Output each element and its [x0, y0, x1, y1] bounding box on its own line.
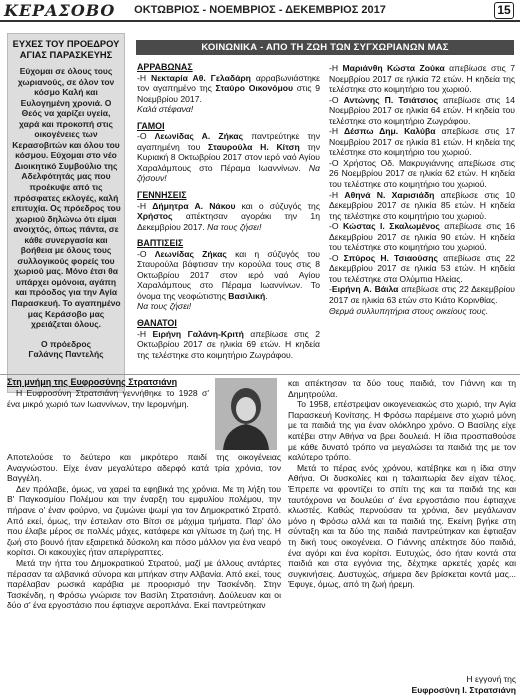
section-divider: [0, 374, 520, 375]
greeting-title: ΕΥΧΕΣ ΤΟΥ ΠΡΟΕΔΡΟΥ ΑΓΙΑΣ ΠΑΡΑΣΚΕΥΗΣ: [12, 39, 120, 60]
death-item: -Ειρήνη Α. Βάιλα απεβίωσε στις 22 Δεκεμβρίου 2017 σε ηλικία 63 ετών στο Κιάτο Κορινθίας.: [329, 284, 515, 306]
masthead: ΚΕΡΑΣΟΒΟ: [4, 1, 116, 20]
death-item: -Ο Χρήστος Οδ. Μακρυγιάννης απεβίωσε στις 26 Νοεμβρίου 2017 σε ηλικία 62 ετών. Η κηδεία του τελέστηκε στο κοιμητήριο του χωριού.: [329, 157, 515, 190]
engagements-heading: ΑΡΡΑΒΩΝΑΣ: [137, 62, 193, 72]
greeting-sign-name: Γαλάνης Παντελής: [28, 349, 104, 360]
section-banner: ΚΟΙΝΩΝΙΚΑ - ΑΠΟ ΤΗ ΖΩΗ ΤΩΝ ΣΥΓΧΩΡΙΑΝΩΝ ΜΑΣ: [136, 40, 514, 55]
greeting-body: Εύχομαι σε όλους τους χωριανούς, σε όλον τον κόσμο Καλή και Ευλογημένη χρονιά. Ο Θεός να χαρίζει υγεία, χαρά και προκοπή στις οικογένειες των Κερασοβιτών και όλου του κόσμου. Εύχομαι στο νέο Διοικητικό Συμβούλιο της Αδελφότητάς μας που προέκυψε από τις πρόσφατες εκλογές, καλή επιτυχία. Ος πρόεδρος του χωριού δηλώνω ότι είμαι ανοιχτός, όπως πάντα, σε κάθε συνεργασία και βοήθεια με όλους τους συλλογικούς φορείς του χωριού μας. Μόνο έτσι θα υπάρχει ομόνοια, αγάπη και πρόοδος για την Αγία Παρασκευή. Το αγαπημένο μας Κεράσοβο μας χρειάζεται όλους.: [11, 66, 121, 330]
weddings-heading: ΓΑΜΟΙ: [137, 120, 165, 131]
memorial-signature: [360, 674, 516, 695]
memorial-paragraph: Αποτελούσε το δεύτερο και μικρότερο παιδί της οικογένειας Αναγνώστου. Είχε έναν μεγαλύτερο αδερφό κατά τρία χρόνια, τον Βαγγέλη.: [7, 452, 281, 484]
deaths-heading: ΘΑΝΑΤΟΙ: [137, 318, 177, 329]
greeting-signature: [8, 339, 124, 360]
death-item: -Η Μαριάνθη Κώστα Ζούκα απεβίωσε στις 7 Νοεμβρίου 2017 σε ηλικία 72 ετών. Η κηδεία της τελέστηκε στο κοιμητήριο του χωριού.: [329, 63, 515, 95]
social-column-left: [137, 62, 320, 360]
death-item: -Η Αθηνά Ν. Χαρισιάδη απεβίωσε στις 10 Δεκεμβρίου 2017 σε ηλικία 85 ετών. Η κηδεία της τελέστηκε στο κοιμητήριο του χωριού.: [329, 189, 515, 221]
engagement-item: -Η Νεκταρία Αθ. Γελαδάρη αρραβωνιάστηκε τον αγαπημένο της Σταύρο Οικονόμου στις 9 Νοεμβρίου 2017.: [137, 72, 320, 104]
greeting-box: [7, 33, 125, 393]
baptisms-heading: ΒΑΠΤΙΣΕΙΣ: [137, 238, 184, 249]
memorial-paragraph: Το 1958, επέστρεψαν οικογενειακώς στο χωριό, την Αγία Παρασκευή Κονίτσης. Η Φρόσω παρέμεινε στο χωριό μόνη με τα παιδιά της για έναν ολόκληρο χρόνο. Ο Βασίλης είχε κατέβει στην Αθήνα να βρει δουλειά. Η ίδια προσπαθούσε με κάθε δυνατό τρόπο να μεγαλώσει τα παιδιά της με τον καλύτερο τρόπο.: [288, 399, 516, 463]
memorial-paragraph: και απέκτησαν τα δύο τους παιδιά, τον Γιάννη και τη Δημητρούλα.: [288, 378, 516, 399]
memorial-paragraph: Η Ευφροσύνη Στρατσιάνη γεννήθηκε το 1928 σ' ένα μικρό χωριό των Ιωαννίνων, την Ιερομνήμη.: [7, 388, 209, 409]
memorial-text-left-top: [7, 388, 209, 409]
memorial-sign-role: Η εγγονή της: [466, 674, 516, 684]
memorial-text-right: [288, 378, 516, 590]
memorial-title: Στη μνήμη της Ευφροσύνης Στρατσιάνη: [7, 377, 178, 387]
death-item: -Ο Σπύρος Η. Τσιαούσης απεβίωσε στις 22 Δεκεμβρίου 2017 σε ηλικία 53 ετών. Η κηδεία του τελέστηκε στα Ολύμπια Ηλείας.: [329, 252, 515, 284]
memorial-sign-name: Ευφροσύνη Ι. Στρατσιάνη: [411, 684, 516, 695]
memorial-paragraph: Μετά το πέρας ενός χρόνου, κατέβηκε και η ίδια στην Αθήνα. Οι δυσκολίες και η ταλαιπωρία δεν είχαν τέλος. Έπρεπε να φροντίζει το σπίτι της και τα παιδιά της και ταυτόχρονα να δουλεύει σ' ένα εργοστάσιο που έφτιαχνε κλωστές. Καθώς περνούσαν τα χρόνια, δεν μεγάλωναν μόνο η Φρόσω αλλά και τα παιδιά της. Εκείνη βγήκε στη σύνταξη και τα δύο της παιδιά παντρεύτηκαν και έφτιαξαν τη δική τους οικογένεια. Ο Γιάννης απέκτησε δύο παιδιά, ένα αγόρι και ένα κορίτσι. Ευτυχώς, όσο ήταν κοντά στα παιδιά και στα εγγόνια της, δέχτηκε αρκετές χαρές και συγκινήσεις. Δυστυχώς, σήμερα δεν βρίσκεται κοντά μας... Έφυγε, όμως, από τη ζωή ήρεμη.: [288, 462, 516, 590]
condolences: Θερμά συλλυπητήρια στους οικείους τους.: [329, 305, 489, 316]
issue-date: ΟΚΤΩΒΡΙΟΣ - ΝΟΕΜΒΡΙΟΣ - ΔΕΚΕΜΒΡΙΟΣ 2017: [134, 4, 386, 16]
death-item: -Ο Αντώνης Π. Τσιάτσιος απεβίωσε στις 14 Νοεμβρίου 2017 σε ηλικία 64 ετών. Η κηδεία του τελέστηκε στο κοιμητήριο Ζωγράφου.: [329, 94, 515, 126]
baptism-wish: Να τους ζήσει!: [137, 301, 192, 312]
page-number: 15: [494, 2, 514, 19]
engagement-wish: Καλά στέφανα!: [137, 104, 194, 115]
page-header: [0, 0, 520, 22]
memorial-paragraph: Δεν πρόλαβε, όμως, να χαρεί τα εφηβικά της χρόνια. Με τη λήξη του Β' Παγκοσμίου Πολέμου και την έναρξη του εμφυλίου πολέμου, την πήρανε ο' έναν φούρνο, να ζυμώνει ψωμί για τον Δημοκρατικό Στρατό. Από εκεί, όμως, την έστειλαν στο Βίτσι σε μάχιμα τμήματα. Παρ' όλο που έλαβε μέρος σε πολλές μάχες, κατάφερε και γλίτωσε τη ζωή της. Η ζωή στο βουνό ήταν εξαιρετικά δύσκολη και πόσο μάλλον για ένα νεαρό κορίτσι. Οι κακουχίες ήταν απερίγραπτες.: [7, 483, 281, 558]
death-item: -Η Ειρήνη Γαλάνη-Κριτή απεβίωσε στις 2 Οκτωβρίου 2017 σε ηλικία 69 ετών. Η κηδεία της τελέστηκε στο κοιμητήριο Ζωγράφου.: [137, 328, 320, 360]
portrait-photo: [215, 378, 277, 450]
social-column-right: [329, 63, 515, 316]
greeting-sign-role: Ο πρόεδρος: [41, 338, 91, 349]
death-item: -Η Δέσπω Δημ. Καλύβα απεβίωσε στις 17 Νοεμβρίου 2017 σε ηλικία 81 ετών. Η κηδεία της τελέστηκε στο κοιμητήριο του χωριού.: [329, 126, 515, 158]
births-heading: ΓΕΝΝΗΣΕΙΣ: [137, 190, 187, 201]
birth-item: -Η Δήμητρα Α. Νάκου και ο σύζυγός της Χρήστος απέκτησαν αγοράκι την 1η Δεκεμβρίου 2017. Να τους ζήσει!: [137, 200, 320, 232]
memorial-paragraph: Μετά την ήττα του Δημοκρατικού Στρατού, μαζί με άλλους αντάρτες πέρασαν τα αλβανικά σύνορα και μπήκαν στην Αλβανία. Από εκεί, τους παρέλαβαν ρωσικά καράβια με προορισμό την Τασκένδη. Στην Τασκένδη, η Φρόσω γνώρισε τον Βασίλη Στρατσιάνη. Δούλευαν και οι δύο σ' ένα εργοστάσιο που έφτιαχνε αεροπλάνα. Εκεί παντρεύτηκαν: [7, 557, 281, 611]
death-item: -Ο Κώστας Ι. Σκαλωμένος απεβίωσε στις 16 Δεκεμβρίου 2017 σε ηλικία 90 ετών. Η κηδεία του τελέστηκε στο κοιμητήριο του χωριού.: [329, 221, 516, 253]
wedding-item: -Ο Λεωνίδας Α. Ζήκας παντρεύτηκε την αγαπημένη του Σταυρούλα Η. Κίτση την Κυριακή 8 Οκτωβρίου 2017 στον ιερό ναό Αγίου Χαραλάμπους στο Πέραμα Ιωαννίνων. Να ζήσουν!: [137, 131, 321, 184]
baptism-item: -Ο Λεωνίδας Ζήκας και η σύζυγός του Σταυρούλα βάφτισαν την κορούλα τους στις 8 Οκτωβρίου 2017 στον ιερό ναό Αγίου Χαραλάμπους στο Πέραμα Ιωαννίνων. Το όνομα της νεοφώτιστης Βασιλική.: [137, 248, 320, 301]
memorial-text-left: [7, 452, 281, 611]
